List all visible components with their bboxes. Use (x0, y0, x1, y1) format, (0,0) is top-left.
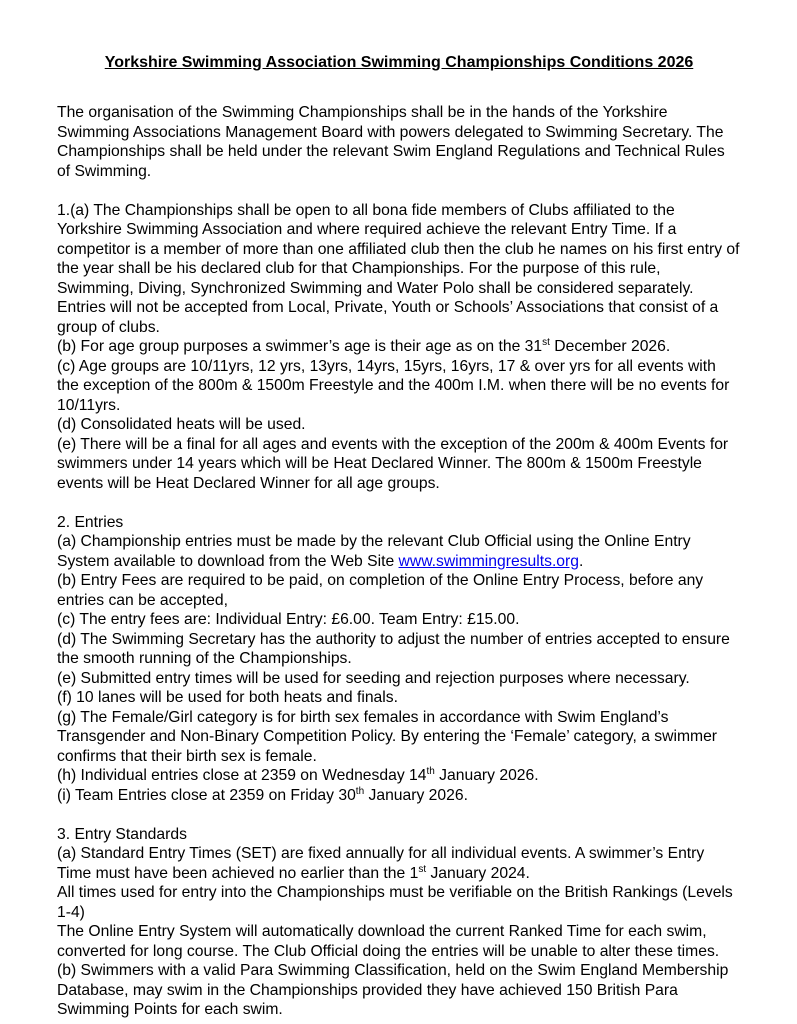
rule2-item-i-text: (i) Team Entries close at 2359 on Friday 30 (57, 786, 356, 804)
rule1-item-b (57, 337, 741, 357)
rule3-item-a-note2: The Online Entry System will automatically download the current Ranked Time for each swim, converted for long course. The Club Official doing the entries will be unable to alter these times. (57, 923, 720, 960)
rule2-item-f: (f) 10 lanes will be used for both heats and finals. (57, 689, 398, 706)
rule1-item-b-ordinal: st (542, 336, 550, 348)
rule-3-section (57, 825, 741, 1020)
rule2-item-h-text-end: January 2026. (434, 767, 539, 784)
rule2-item-i (57, 786, 741, 806)
rule2-item-e: (e) Submitted entry times will be used for seeding and rejection purposes where necessary. (57, 669, 690, 687)
rule1-item-b-text-end: December 2026. (549, 338, 671, 355)
rule1-item-d: (d) Consolidated heats will be used. (57, 416, 306, 433)
rule2-item-a (57, 532, 741, 571)
rule1-item-a: 1.(a) The Championships shall be open to all bona fide members of Clubs affiliated to the Yorkshire Swimming Association and where required achieve the relevant Entry Time. If a competitor is a member of more than one affiliated club then the club he names on his first entry of the year shall be his declared club for that Championships. For the purpose of this rule, Swimming, Diving, Synchronized Swimming and Water Polo shall be considered separately. Entries will not be accepted from Local, Private, Youth or Schools’ Associations that consist of a group of clubs. (57, 201, 740, 336)
rule2-heading: 2. Entries (57, 513, 124, 531)
rule3-item-b: (b) Swimmers with a valid Para Swimming Classification, held on the Swim England Membership Database, may swim in the Championships provided they have achieved 150 British Para Swimming Points for each swim. (57, 962, 729, 1018)
intro-paragraph: The organisation of the Swimming Championships shall be in the hands of the Yorkshire Swimming Associations Management Board with powers delegated to Swimming Secretary. The Championships shall be held under the relevant Swim England Regulations and Technical Rules of Swimming. (57, 104, 725, 180)
rule2-item-a-text: (a) Championship entries must be made by the relevant Club Official using the Online Entry System available to download from the Web Site (57, 533, 691, 570)
rule3-item-a (57, 844, 741, 883)
rule2-item-c: (c) The entry fees are: Individual Entry: £6.00. Team Entry: £15.00. (57, 611, 520, 628)
rule1-item-e: (e) There will be a final for all ages and events with the exception of the 200m & 400m Events for swimmers under 14 years which will be Heat Declared Winner. The 800m & 1500m Freestyle events will be Heat Declared Winner for all age groups. (57, 435, 729, 492)
document-title: Yorkshire Swimming Association Swimming Championships Conditions 2026 (104, 54, 694, 71)
rule2-item-i-ordinal: th (355, 785, 365, 797)
rule2-item-g: (g) The Female/Girl category is for birth sex females in accordance with Swim England’s Transgender and Non-Binary Competition Policy. By entering the ‘Female’ category, a swimmer confirms that their birth sex is female. (57, 708, 718, 765)
rule2-item-a-text-end: . (578, 552, 584, 570)
rule2-item-d: (d) The Swimming Secretary has the authority to adjust the number of entries accepted to ensure the smooth running of the Championships. (57, 630, 730, 667)
rule1-item-b-text: (b) For age group purposes a swimmer’s age is their age as on the 31 (57, 338, 543, 355)
rule3-item-a-text: (a) Standard Entry Times (SET) are fixed annually for all individual events. A swimmer’s Entry Time must have been achieved no earlier than the 1 (57, 845, 705, 882)
rule2-item-b: (b) Entry Fees are required to be paid, on completion of the Online Entry Process, before any entries can be accepted, (57, 572, 704, 609)
rule3-heading: 3. Entry Standards (57, 825, 187, 843)
rule2-item-h-text: (h) Individual entries close at 2359 on Wednesday 14 (57, 767, 427, 784)
swimmingresults-link[interactable]: www.swimmingresults.org (398, 552, 579, 570)
rule2-item-h (57, 766, 741, 786)
intro-section (57, 103, 741, 181)
rule3-item-a-note1: All times used for entry into the Championships must be verifiable on the British Rankings (Levels 1-4) (57, 884, 733, 921)
rule3-item-a-text-end: January 2024. (426, 864, 530, 882)
rule2-item-i-text-end: January 2026. (364, 786, 468, 804)
rule2-item-h-ordinal: th (426, 765, 435, 777)
rule-2-section (57, 513, 741, 806)
rule1-item-c: (c) Age groups are 10/11yrs, 12 yrs, 13yrs, 14yrs, 15yrs, 16yrs, 17 & over yrs for all events with the exception of the 800m & 1500m Freestyle and the 400m I.M. when there will be no events for 10/11yrs. (57, 357, 730, 414)
rule-1-section (57, 201, 741, 494)
rule3-item-a-ordinal: st (418, 863, 427, 875)
